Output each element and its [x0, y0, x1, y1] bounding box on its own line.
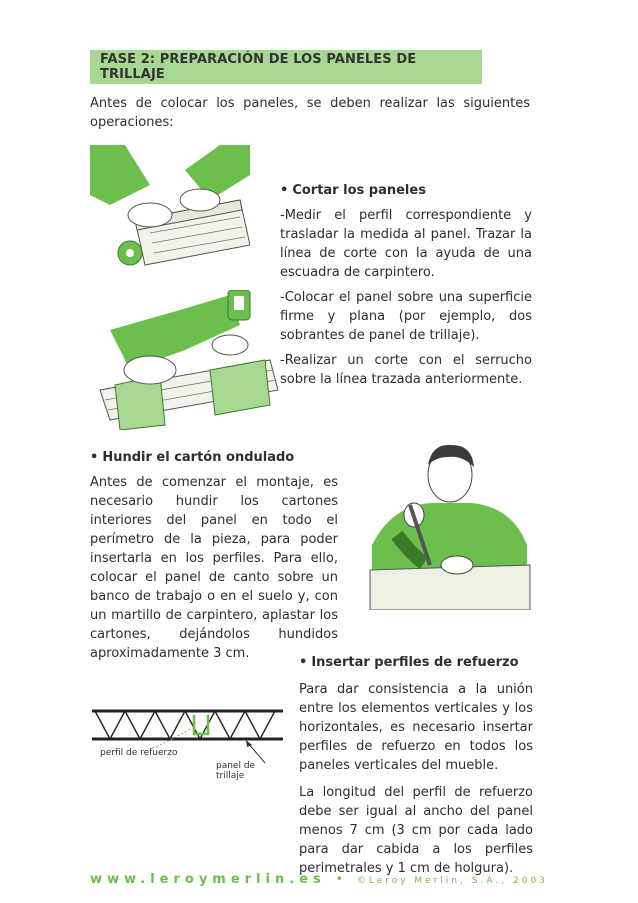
cut-heading [280, 183, 532, 198]
footer [0, 872, 638, 887]
sink-heading [90, 450, 338, 465]
sink-section [90, 450, 338, 663]
insert-section [299, 655, 533, 878]
bullet-icon: • [280, 183, 289, 198]
profile-diagram [90, 705, 285, 780]
cut-step: -Medir el perfil correspondiente y trasladar la medida al panel. Trazar la línea de corte con la ayuda de una escuadra de carpintero. [280, 208, 532, 280]
cut-section [280, 183, 532, 389]
cut-step: -Colocar el panel sobre una superficie firme y plana (por ejemplo, dos sobrantes de panel de trillaje). [280, 290, 532, 343]
insert-heading [299, 655, 533, 670]
bullet-icon: • [299, 655, 308, 670]
sawing-illustration [90, 290, 280, 430]
insert-heading-text: Insertar perfiles de refuerzo [311, 655, 519, 670]
hammering-illustration [352, 435, 532, 610]
footer-site-link[interactable]: www.leroymerlin.es [90, 872, 326, 887]
cut-heading-text: Cortar los paneles [292, 183, 426, 198]
label-profile: perfil de refuerzo [100, 748, 178, 758]
phase-title: FASE 2: PREPARACIÓN DE LOS PANELES DE TRILLAJE [100, 52, 417, 82]
footer-separator: • [335, 872, 347, 886]
label-panel: panel de trillaje [216, 761, 256, 781]
bullet-icon: • [90, 450, 99, 465]
insert-paragraph-1: Para dar consistencia a la unión entre los elementos verticales y los horizontales, es necesario insertar perfiles de refuerzo en todos los paneles verticales del mueble. [299, 682, 533, 773]
intro-text: Antes de colocar los paneles, se deben realizar las siguientes operaciones: [90, 96, 530, 130]
phase-title-bar [90, 50, 482, 84]
insert-paragraph-2: La longitud del perfil de refuerzo debe ser igual al ancho del panel menos 7 cm (3 cm por cada lado para dar cabida a los perfiles perimetrales y 1 cm de holgura). [299, 785, 533, 876]
measuring-illustration [90, 145, 250, 275]
cut-step: -Realizar un corte con el serrucho sobre la línea trazada anteriormente. [280, 353, 532, 387]
footer-copyright: ©Leroy Merlin, S.A., 2003 [356, 876, 548, 886]
sink-text: Antes de comenzar el montaje, es necesario hundir los cartones interiores del panel en todo el perímetro de la pieza, para poder insertarla en los perfiles. Para ello, colocar el panel de canto sobre un banco de trabajo o en el suelo y, con un martillo de carpintero, aplastar los cartones, dejándolos hundidos aproximadamente 3 cm. [90, 475, 338, 661]
sink-heading-text: Hundir el cartón ondulado [102, 450, 295, 465]
